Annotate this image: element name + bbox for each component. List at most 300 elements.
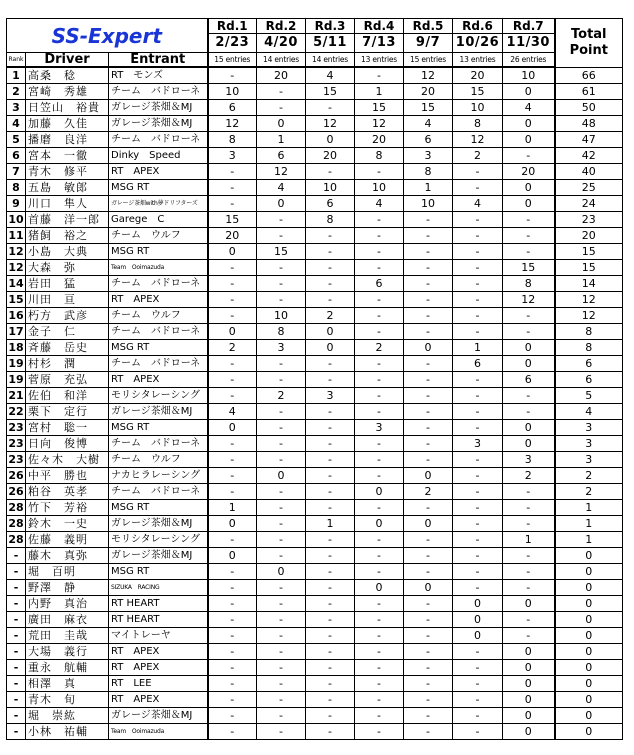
total-points-cell: 0 xyxy=(555,580,623,596)
round-points-cell: - xyxy=(257,436,306,452)
table-row xyxy=(7,660,623,676)
round-points-cell: 4 xyxy=(306,67,355,84)
round-points-cell: 12 xyxy=(306,116,355,132)
entrant-cell: RT APEX xyxy=(109,292,208,308)
round-points-cell: - xyxy=(355,356,404,372)
total-points-cell: 3 xyxy=(555,436,623,452)
round-points-cell: 0 xyxy=(503,596,555,612)
total-points-cell: 15 xyxy=(555,260,623,276)
table-row xyxy=(7,612,623,628)
table-row xyxy=(7,484,623,500)
table-row xyxy=(7,548,623,564)
total-points-cell: 6 xyxy=(555,356,623,372)
round-points-cell: - xyxy=(355,500,404,516)
round-points-cell: 3 xyxy=(306,388,355,404)
total-points-cell: 42 xyxy=(555,148,623,164)
total-points-cell: 0 xyxy=(555,676,623,692)
round-points-cell: - xyxy=(503,580,555,596)
round-points-cell: - xyxy=(257,356,306,372)
round-points-cell: 0 xyxy=(306,132,355,148)
round-points-cell: - xyxy=(208,196,257,212)
round-points-cell: 1 xyxy=(306,516,355,532)
round-points-cell: - xyxy=(257,276,306,292)
rank-cell: 19 xyxy=(8,357,24,370)
round-points-cell: 0 xyxy=(503,180,555,196)
round-points-cell: 0 xyxy=(503,420,555,436)
round-points-cell: - xyxy=(208,356,257,372)
driver-cell: 日向 俊博 xyxy=(26,436,109,452)
round-points-cell: - xyxy=(306,580,355,596)
driver-cell: 佐伯 和洋 xyxy=(26,388,109,404)
driver-cell: 青木 修平 xyxy=(26,164,109,180)
entrant-cell: ナカヒラレーシング xyxy=(109,468,208,484)
round-points-cell: - xyxy=(257,452,306,468)
round-points-cell: - xyxy=(355,404,404,420)
round-points-cell: - xyxy=(208,164,257,180)
entrant-cell: RT APEX xyxy=(109,692,208,708)
round-points-cell: - xyxy=(404,388,453,404)
round-points-cell: - xyxy=(453,724,503,740)
round-points-cell: - xyxy=(404,532,453,548)
round-points-cell: - xyxy=(453,212,503,228)
table-row xyxy=(7,244,623,260)
round-points-cell: 15 xyxy=(404,100,453,116)
round-points-cell: - xyxy=(503,404,555,420)
round-points-cell: - xyxy=(306,276,355,292)
round-points-cell: 20 xyxy=(503,164,555,180)
round-label: Rd.7 xyxy=(503,19,555,34)
driver-cell: 高桑 稔 xyxy=(26,67,109,84)
entrant-cell: MSG RT xyxy=(109,420,208,436)
round-label: Rd.1 xyxy=(208,19,257,34)
round-points-cell: 0 xyxy=(257,116,306,132)
table-row xyxy=(7,164,623,180)
total-points-cell: 14 xyxy=(555,276,623,292)
table-row xyxy=(7,84,623,100)
round-points-cell: 2 xyxy=(306,308,355,324)
total-points-cell: 0 xyxy=(555,628,623,644)
entrant-cell: Dinky Speed xyxy=(109,148,208,164)
round-points-cell: - xyxy=(257,676,306,692)
round-points-cell: 1 xyxy=(503,532,555,548)
round-label: Rd.3 xyxy=(306,19,355,34)
table-row xyxy=(7,340,623,356)
round-points-cell: 0 xyxy=(208,324,257,340)
round-points-cell: - xyxy=(453,324,503,340)
round-points-cell: 0 xyxy=(208,548,257,564)
round-points-cell: - xyxy=(208,292,257,308)
rank-cell: 28 xyxy=(8,533,24,546)
round-points-cell: 1 xyxy=(355,84,404,100)
driver-cell: 青木 旬 xyxy=(26,692,109,708)
driver-cell: 宮本 一徹 xyxy=(26,148,109,164)
round-label: Rd.4 xyxy=(355,19,404,34)
rank-cell: 12 xyxy=(8,245,24,258)
round-points-cell: 0 xyxy=(306,324,355,340)
driver-cell: 堀 百明 xyxy=(26,564,109,580)
table-row xyxy=(7,292,623,308)
round-points-cell: - xyxy=(404,436,453,452)
round-entries: 15 entries xyxy=(404,53,453,68)
driver-cell: 加藤 久佳 xyxy=(26,116,109,132)
entrant-cell: チーム バドローネ xyxy=(109,484,208,500)
round-points-cell: 4 xyxy=(503,100,555,116)
round-points-cell: 6 xyxy=(453,356,503,372)
round-points-cell: 15 xyxy=(257,244,306,260)
round-points-cell: 3 xyxy=(503,452,555,468)
round-points-cell: - xyxy=(257,292,306,308)
round-points-cell: - xyxy=(306,452,355,468)
round-points-cell: 20 xyxy=(453,67,503,84)
total-points-cell: 1 xyxy=(555,516,623,532)
driver-cell: 内野 真治 xyxy=(26,596,109,612)
table-row xyxy=(7,388,623,404)
round-points-cell: 8 xyxy=(257,324,306,340)
rank-cell: - xyxy=(7,548,26,564)
round-points-cell: - xyxy=(208,692,257,708)
rank-cell: - xyxy=(7,724,26,740)
round-points-cell: - xyxy=(404,660,453,676)
entrant-cell: MSG RT xyxy=(109,340,208,356)
round-points-cell: 0 xyxy=(453,628,503,644)
driver-cell: 野澤 静 xyxy=(26,580,109,596)
round-points-cell: - xyxy=(503,324,555,340)
total-points-cell: 0 xyxy=(555,724,623,740)
round-points-cell: - xyxy=(306,660,355,676)
round-points-cell: 8 xyxy=(208,132,257,148)
driver-cell: 栗下 定行 xyxy=(26,404,109,420)
round-points-cell: 0 xyxy=(404,516,453,532)
round-points-cell: 12 xyxy=(404,67,453,84)
round-points-cell: - xyxy=(257,260,306,276)
round-points-cell: - xyxy=(208,436,257,452)
round-points-cell: 1 xyxy=(453,340,503,356)
entrant-cell: チーム ウルフ xyxy=(109,452,208,468)
round-points-cell: - xyxy=(208,580,257,596)
table-header xyxy=(7,19,623,68)
rank-cell: 28 xyxy=(8,501,24,514)
table-row xyxy=(7,260,623,276)
round-points-cell: - xyxy=(453,676,503,692)
entrant-header: Entrant xyxy=(109,53,208,68)
round-points-cell: - xyxy=(355,612,404,628)
round-points-cell: 8 xyxy=(503,276,555,292)
round-points-cell: 0 xyxy=(503,676,555,692)
total-points-cell: 0 xyxy=(555,692,623,708)
round-date: 7/13 xyxy=(355,34,404,53)
round-points-cell: 10 xyxy=(257,308,306,324)
round-date: 4/20 xyxy=(257,34,306,53)
round-points-cell: - xyxy=(453,404,503,420)
entrant-cell: Garege C xyxy=(109,212,208,228)
round-points-cell: - xyxy=(306,596,355,612)
table-row xyxy=(7,420,623,436)
rank-cell: 21 xyxy=(8,389,24,402)
round-points-cell: - xyxy=(404,420,453,436)
entrant-cell: チーム ウルフ xyxy=(109,308,208,324)
entrant-cell: チーム バドローネ xyxy=(109,84,208,100)
round-points-cell: - xyxy=(257,100,306,116)
round-points-cell: - xyxy=(208,260,257,276)
rank-cell: 26 xyxy=(8,469,24,482)
round-points-cell: 3 xyxy=(404,148,453,164)
rank-cell: 23 xyxy=(8,437,24,450)
round-date: 2/23 xyxy=(208,34,257,53)
round-points-cell: - xyxy=(355,468,404,484)
driver-cell: 村杉 潤 xyxy=(26,356,109,372)
total-points-cell: 8 xyxy=(555,324,623,340)
rank-cell: 4 xyxy=(7,116,26,132)
total-points-cell: 0 xyxy=(555,612,623,628)
round-points-cell: - xyxy=(208,644,257,660)
round-points-cell: - xyxy=(355,388,404,404)
round-points-cell: 0 xyxy=(208,516,257,532)
round-points-cell: - xyxy=(257,660,306,676)
round-points-cell: 4 xyxy=(355,196,404,212)
total-points-cell: 4 xyxy=(555,404,623,420)
round-points-cell: - xyxy=(306,628,355,644)
round-points-cell: - xyxy=(503,388,555,404)
driver-cell: 竹下 芳裕 xyxy=(26,500,109,516)
round-points-cell: - xyxy=(453,580,503,596)
standings-table-container xyxy=(6,18,623,740)
round-points-cell: 12 xyxy=(208,116,257,132)
round-points-cell: - xyxy=(453,388,503,404)
total-points-cell: 50 xyxy=(555,100,623,116)
entrant-cell: ガレージ茶畑＆MJ xyxy=(109,708,208,724)
total-points-cell: 3 xyxy=(555,452,623,468)
rank-cell: 26 xyxy=(8,485,24,498)
round-points-cell: - xyxy=(257,84,306,100)
entrant-cell: ガレージ茶畑with夢ドリフターズ xyxy=(109,196,208,212)
round-points-cell: - xyxy=(404,228,453,244)
driver-cell: 菅原 充弘 xyxy=(26,372,109,388)
round-points-cell: 0 xyxy=(257,196,306,212)
round-points-cell: - xyxy=(355,628,404,644)
round-points-cell: - xyxy=(306,404,355,420)
round-points-cell: - xyxy=(355,324,404,340)
total-header-line2: Point xyxy=(569,42,608,58)
round-points-cell: 8 xyxy=(306,212,355,228)
round-points-cell: 4 xyxy=(404,116,453,132)
total-point-header xyxy=(555,19,623,68)
round-points-cell: - xyxy=(355,596,404,612)
round-points-cell: - xyxy=(306,260,355,276)
driver-cell: 五島 敏郎 xyxy=(26,180,109,196)
round-points-cell: 2 xyxy=(503,468,555,484)
standings-table xyxy=(6,18,623,740)
total-points-cell: 0 xyxy=(555,596,623,612)
rank-cell: 16 xyxy=(8,309,24,322)
round-points-cell: 20 xyxy=(355,132,404,148)
driver-cell: 日笠山 裕貴 xyxy=(26,100,109,116)
round-points-cell: - xyxy=(208,388,257,404)
table-row xyxy=(7,196,623,212)
round-points-cell: 15 xyxy=(355,100,404,116)
driver-cell: 小島 大典 xyxy=(26,244,109,260)
round-points-cell: - xyxy=(404,356,453,372)
round-points-cell: 2 xyxy=(257,388,306,404)
round-points-cell: - xyxy=(208,308,257,324)
round-points-cell: 0 xyxy=(257,564,306,580)
round-points-cell: - xyxy=(306,692,355,708)
driver-cell: 首藤 洋一郎 xyxy=(26,212,109,228)
table-title: SS-Expert xyxy=(7,19,208,53)
table-row xyxy=(7,628,623,644)
rank-cell: 3 xyxy=(7,100,26,116)
table-row xyxy=(7,692,623,708)
round-points-cell: 0 xyxy=(503,724,555,740)
round-points-cell: 15 xyxy=(453,84,503,100)
round-points-cell: - xyxy=(503,308,555,324)
round-points-cell: - xyxy=(306,244,355,260)
rank-cell: 9 xyxy=(7,196,26,212)
table-row xyxy=(7,436,623,452)
round-points-cell: - xyxy=(257,612,306,628)
total-points-cell: 20 xyxy=(555,228,623,244)
rank-cell: 28 xyxy=(8,517,24,530)
entrant-cell: RT APEX xyxy=(109,164,208,180)
round-points-cell: - xyxy=(257,484,306,500)
round-points-cell: - xyxy=(503,516,555,532)
round-points-cell: - xyxy=(208,67,257,84)
round-points-cell: - xyxy=(355,724,404,740)
round-points-cell: 15 xyxy=(503,260,555,276)
entrant-cell: MSG RT xyxy=(109,564,208,580)
total-points-cell: 47 xyxy=(555,132,623,148)
entrant-cell: MSG RT xyxy=(109,244,208,260)
round-entries: 14 entries xyxy=(306,53,355,68)
round-points-cell: - xyxy=(257,580,306,596)
round-points-cell: - xyxy=(453,244,503,260)
round-points-cell: - xyxy=(208,564,257,580)
round-points-cell: 0 xyxy=(257,468,306,484)
table-row xyxy=(7,708,623,724)
entrant-cell: チーム バドローネ xyxy=(109,132,208,148)
total-points-cell: 1 xyxy=(555,500,623,516)
round-points-cell: - xyxy=(208,612,257,628)
round-points-cell: - xyxy=(503,244,555,260)
round-points-cell: 6 xyxy=(355,276,404,292)
round-points-cell: 4 xyxy=(453,196,503,212)
total-points-cell: 12 xyxy=(555,308,623,324)
total-points-cell: 66 xyxy=(555,67,623,84)
driver-cell: 中平 勝也 xyxy=(26,468,109,484)
round-points-cell: 8 xyxy=(355,148,404,164)
round-points-cell: - xyxy=(208,468,257,484)
round-points-cell: 3 xyxy=(208,148,257,164)
round-points-cell: - xyxy=(257,404,306,420)
rank-cell: 22 xyxy=(8,405,24,418)
driver-cell: 宮崎 秀雄 xyxy=(26,84,109,100)
rank-cell: - xyxy=(7,580,26,596)
entrant-cell: チーム バドローネ xyxy=(109,324,208,340)
round-points-cell: 3 xyxy=(257,340,306,356)
rank-cell: - xyxy=(7,676,26,692)
driver-cell: 小林 祐輔 xyxy=(26,724,109,740)
total-points-cell: 61 xyxy=(555,84,623,100)
round-points-cell: 2 xyxy=(355,340,404,356)
driver-header: Driver xyxy=(26,53,109,68)
round-points-cell: - xyxy=(453,644,503,660)
total-points-cell: 0 xyxy=(555,660,623,676)
table-row xyxy=(7,676,623,692)
entrant-cell: マイトレーヤ xyxy=(109,628,208,644)
rank-cell: - xyxy=(7,708,26,724)
round-points-cell: - xyxy=(453,692,503,708)
entrant-cell: ガレージ茶畑＆MJ xyxy=(109,100,208,116)
table-row xyxy=(7,644,623,660)
table-row xyxy=(7,468,623,484)
round-points-cell: - xyxy=(453,484,503,500)
round-points-cell: 10 xyxy=(208,84,257,100)
entrant-cell: モリシタレーシング xyxy=(109,388,208,404)
round-points-cell: - xyxy=(404,276,453,292)
table-row xyxy=(7,116,623,132)
round-points-cell: - xyxy=(306,676,355,692)
round-points-cell: - xyxy=(453,164,503,180)
round-date: 10/26 xyxy=(453,34,503,53)
total-points-cell: 5 xyxy=(555,388,623,404)
driver-cell: 佐藤 義明 xyxy=(26,532,109,548)
round-points-cell: 8 xyxy=(404,164,453,180)
round-points-cell: - xyxy=(208,532,257,548)
round-points-cell: - xyxy=(503,500,555,516)
round-points-cell: - xyxy=(208,452,257,468)
rank-cell: - xyxy=(7,564,26,580)
round-points-cell: - xyxy=(355,212,404,228)
round-points-cell: 0 xyxy=(208,420,257,436)
round-points-cell: 0 xyxy=(404,468,453,484)
round-points-cell: 3 xyxy=(355,420,404,436)
round-points-cell: 0 xyxy=(404,580,453,596)
entrant-cell: モリシタレーシング xyxy=(109,532,208,548)
table-row xyxy=(7,356,623,372)
total-points-cell: 8 xyxy=(555,340,623,356)
round-points-cell: - xyxy=(257,708,306,724)
driver-cell: 金子 仁 xyxy=(26,324,109,340)
round-points-cell: 20 xyxy=(257,67,306,84)
round-points-cell: 0 xyxy=(503,660,555,676)
table-row xyxy=(7,564,623,580)
total-points-cell: 6 xyxy=(555,372,623,388)
round-points-cell: 0 xyxy=(503,708,555,724)
rank-cell: 1 xyxy=(7,67,26,84)
entrant-cell: ガレージ茶畑＆MJ xyxy=(109,548,208,564)
round-points-cell: - xyxy=(306,548,355,564)
round-points-cell: - xyxy=(503,612,555,628)
entrant-cell: チーム バドローネ xyxy=(109,436,208,452)
driver-cell: 川田 亘 xyxy=(26,292,109,308)
table-row xyxy=(7,596,623,612)
round-entries: 14 entries xyxy=(257,53,306,68)
table-row xyxy=(7,404,623,420)
entrant-cell: MSG RT xyxy=(109,180,208,196)
table-row xyxy=(7,180,623,196)
round-points-cell: - xyxy=(453,564,503,580)
round-points-cell: 20 xyxy=(306,148,355,164)
round-points-cell: - xyxy=(404,692,453,708)
round-points-cell: - xyxy=(453,292,503,308)
rank-cell: 15 xyxy=(8,293,24,306)
round-points-cell: - xyxy=(306,708,355,724)
total-points-cell: 0 xyxy=(555,564,623,580)
round-points-cell: - xyxy=(355,244,404,260)
round-points-cell: - xyxy=(355,548,404,564)
round-points-cell: - xyxy=(355,708,404,724)
round-points-cell: - xyxy=(503,148,555,164)
driver-cell: 粕谷 英孝 xyxy=(26,484,109,500)
